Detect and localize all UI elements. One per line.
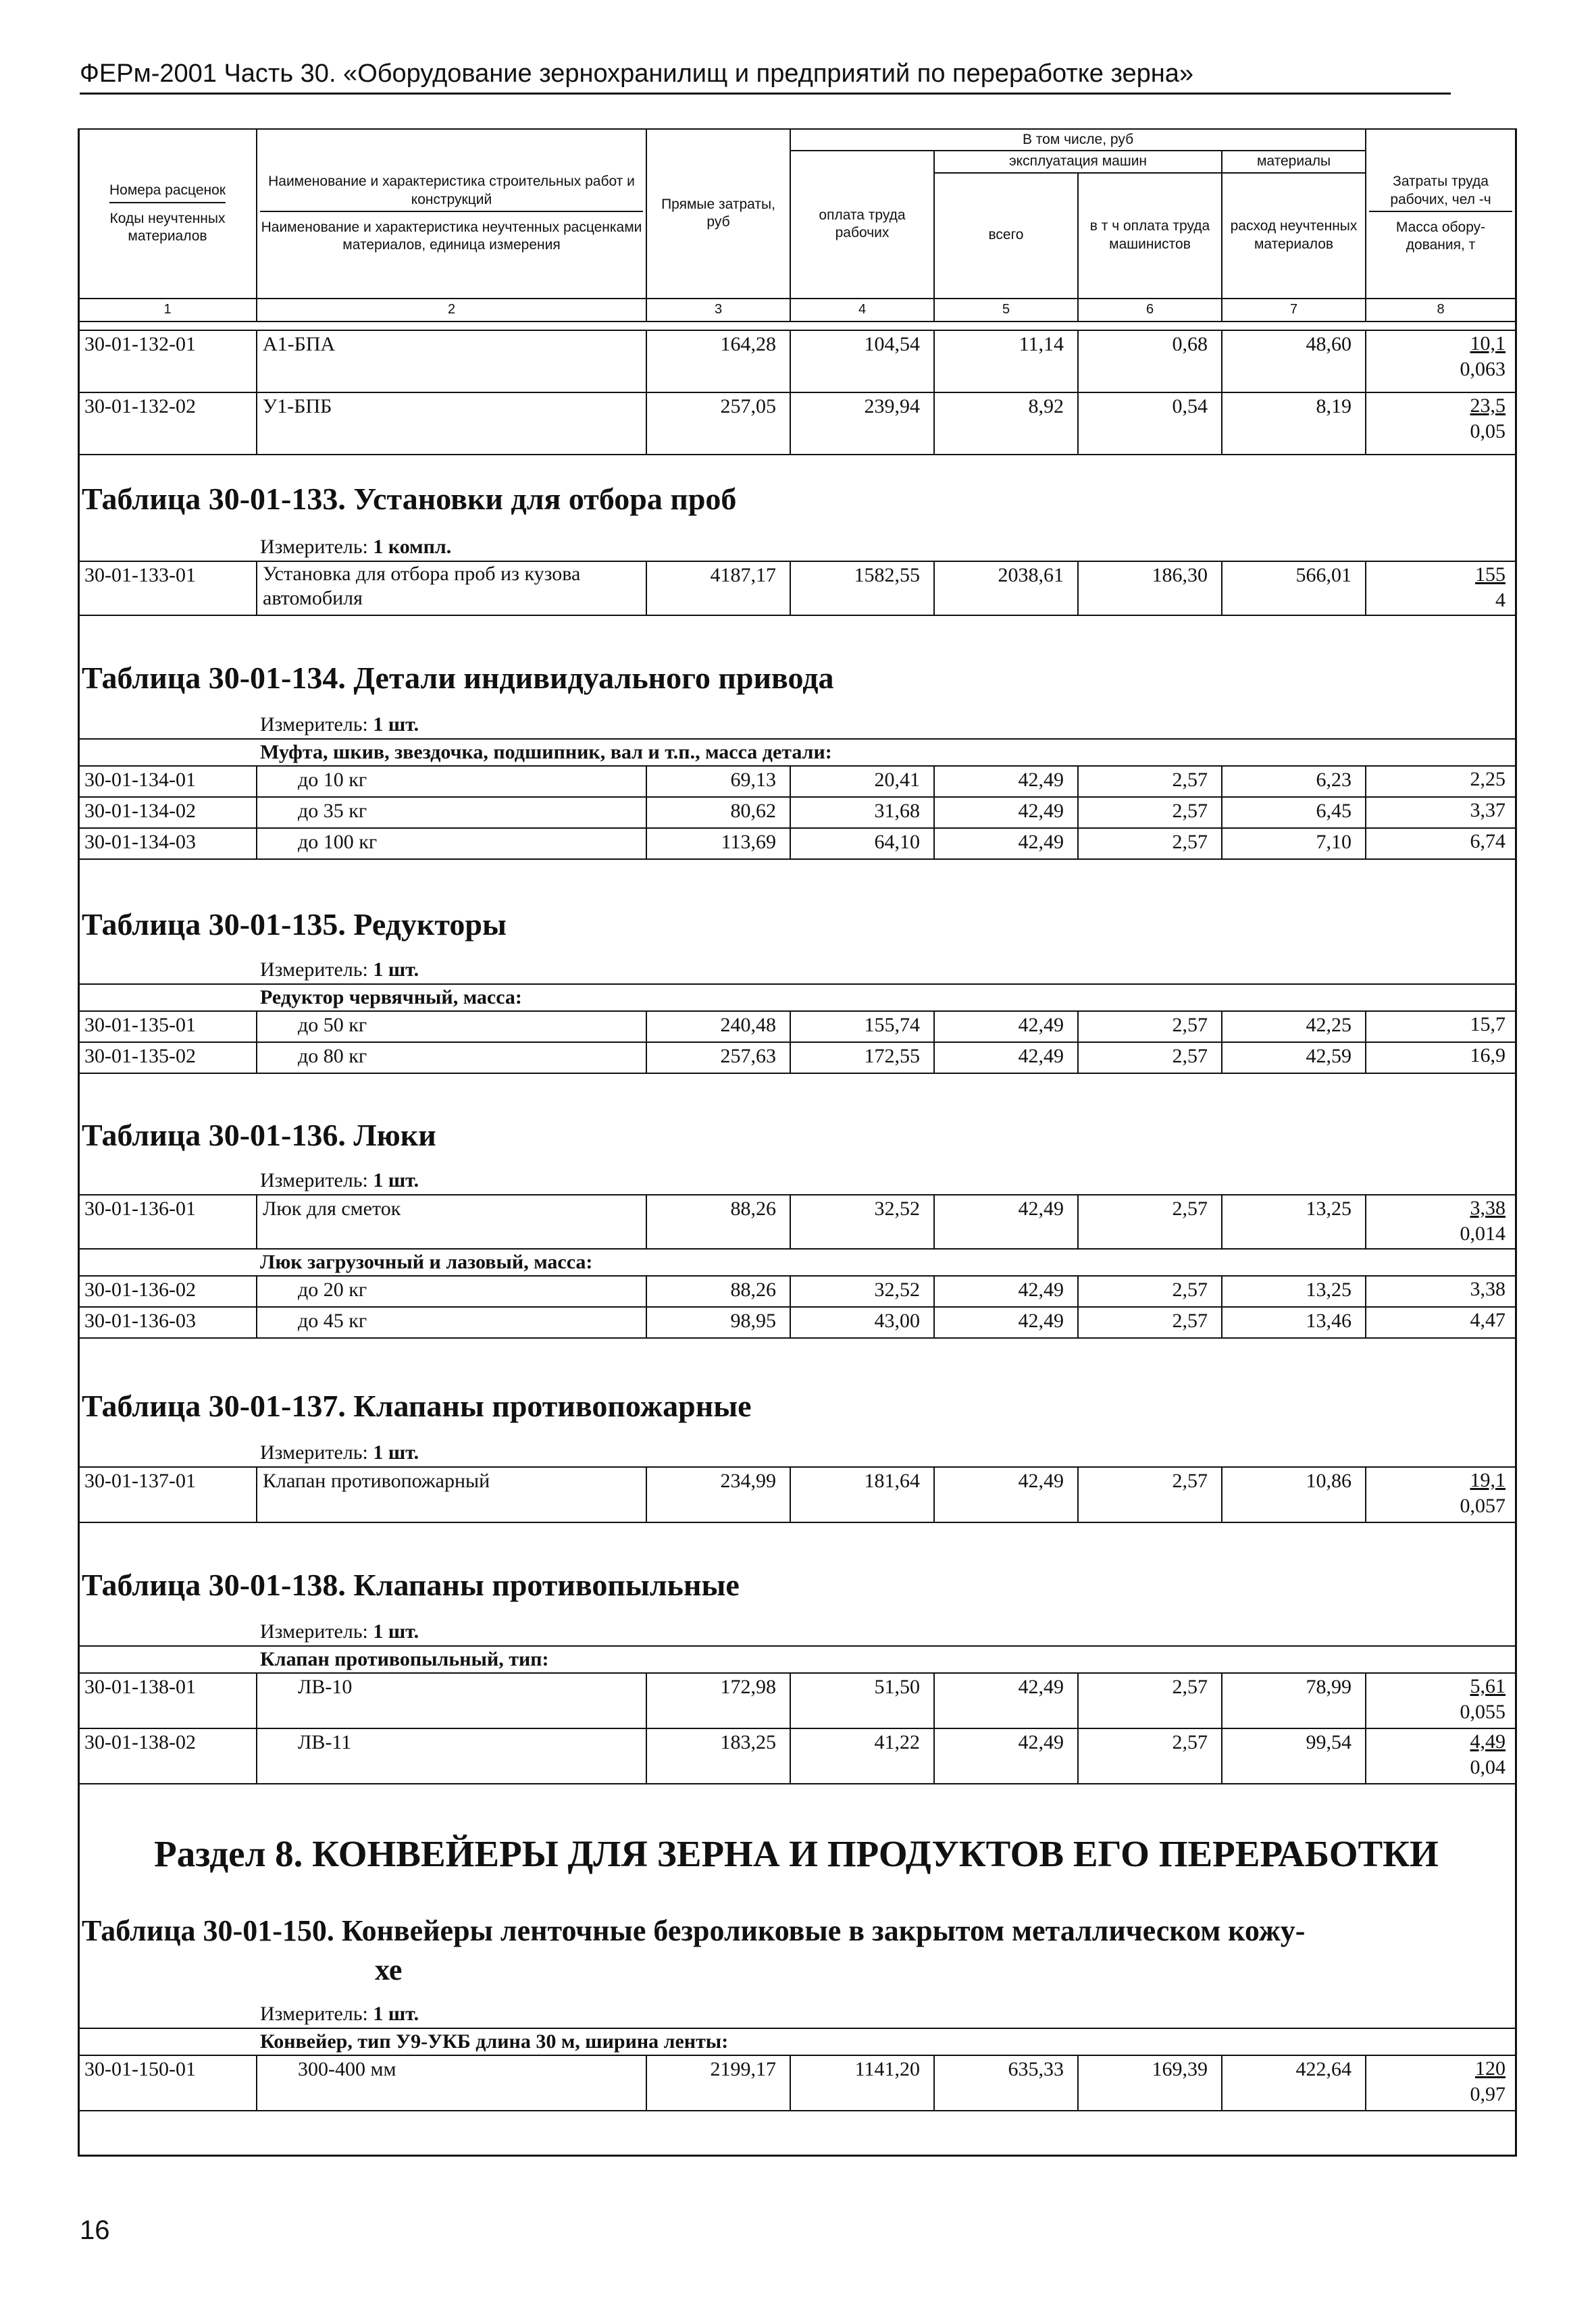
- table-title: Таблица 30-01-138. Клапаны противопыльные: [82, 1568, 740, 1602]
- column-number: 3: [646, 299, 790, 322]
- labor-hours: 6,74: [1366, 828, 1516, 859]
- labor-mass-cell: [1366, 330, 1516, 392]
- unit-value: 1 шт.: [373, 2003, 419, 2025]
- unit-value: 1 шт.: [373, 713, 419, 736]
- wages: 1582,55: [790, 561, 934, 615]
- table-137: [78, 1387, 1515, 1523]
- operator-wages: 2,57: [1078, 1011, 1222, 1042]
- row-name: У1-БПБ: [257, 392, 646, 455]
- labor-hours: 3,37: [1366, 797, 1516, 828]
- labor-mass-cell: [1366, 1195, 1516, 1249]
- labor-hours: 2,25: [1366, 766, 1516, 797]
- operator-wages: 2,57: [1078, 797, 1222, 828]
- row-code: 30-01-133-01: [78, 561, 257, 615]
- row-name: до 35 кг: [257, 797, 646, 828]
- wages: 32,52: [790, 1276, 934, 1307]
- column-number: 7: [1222, 299, 1366, 322]
- machines-total: 8,92: [934, 392, 1078, 455]
- wages: 181,64: [790, 1467, 934, 1522]
- wages: 43,00: [790, 1307, 934, 1338]
- direct-cost: 2199,17: [646, 2055, 790, 2111]
- table-title-continuation: хе: [375, 1953, 403, 1986]
- row-code: 30-01-138-02: [78, 1728, 257, 1784]
- wages: 41,22: [790, 1728, 934, 1784]
- table-title: Таблица 30-01-133. Установки для отбора проб: [82, 482, 737, 516]
- machines-total: 42,49: [934, 1673, 1078, 1728]
- row-name: А1-БПА: [257, 330, 646, 392]
- operator-wages: 169,39: [1078, 2055, 1222, 2111]
- labor-hours: 3,38: [1366, 1276, 1516, 1307]
- table-row: [78, 797, 1516, 828]
- labor-mass-cell: [1366, 1673, 1516, 1728]
- unit-line: [78, 711, 1515, 738]
- operator-wages: 2,57: [1078, 1673, 1222, 1728]
- row-code: 30-01-134-03: [78, 828, 257, 859]
- machines-total: 635,33: [934, 2055, 1078, 2111]
- machines-total: 42,49: [934, 1042, 1078, 1073]
- table-133: [78, 480, 1515, 616]
- wages: 239,94: [790, 392, 934, 455]
- row-code: 30-01-136-03: [78, 1307, 257, 1338]
- operator-wages: 2,57: [1078, 1042, 1222, 1073]
- unit-label: Измеритель:: [260, 1169, 368, 1191]
- machines-total: 11,14: [934, 330, 1078, 392]
- materials: 42,59: [1222, 1042, 1366, 1073]
- materials: 13,25: [1222, 1195, 1366, 1249]
- group-subheading: Муфта, шкив, звездочка, подшипник, вал и т.п., масса детали:: [78, 738, 1515, 765]
- equipment-mass: 0,063: [1460, 358, 1505, 380]
- header-names-cell: [257, 129, 646, 299]
- materials: 99,54: [1222, 1728, 1366, 1784]
- header-codes-cell: [78, 129, 257, 299]
- direct-cost: 88,26: [646, 1195, 790, 1249]
- row-code: 30-01-132-02: [78, 392, 257, 455]
- header-direct-costs: Прямые затраты, руб: [646, 129, 790, 299]
- operator-wages: 186,30: [1078, 561, 1222, 615]
- table-title: Таблица 30-01-135. Редукторы: [82, 907, 507, 942]
- labor-hours: 16,9: [1366, 1042, 1516, 1073]
- machines-total: 42,49: [934, 1276, 1078, 1307]
- materials: 13,25: [1222, 1276, 1366, 1307]
- row-name: 300-400 мм: [257, 2055, 646, 2111]
- direct-cost: 98,95: [646, 1307, 790, 1338]
- machines-total: 2038,61: [934, 561, 1078, 615]
- direct-cost: 164,28: [646, 330, 790, 392]
- materials: 7,10: [1222, 828, 1366, 859]
- equipment-mass: 0,014: [1460, 1223, 1505, 1245]
- wages: 172,55: [790, 1042, 934, 1073]
- direct-cost: 172,98: [646, 1673, 790, 1728]
- unit-label: Измеритель:: [260, 713, 368, 736]
- direct-cost: 257,63: [646, 1042, 790, 1073]
- wages: 20,41: [790, 766, 934, 797]
- materials: 8,19: [1222, 392, 1366, 455]
- column-number: 1: [78, 299, 257, 322]
- table-138: [78, 1566, 1515, 1784]
- header-total: всего: [934, 173, 1078, 299]
- table-row: [78, 1728, 1516, 1784]
- header-labor-cell: [1366, 129, 1516, 299]
- table-row: [78, 828, 1516, 859]
- operator-wages: 2,57: [1078, 1195, 1222, 1249]
- direct-cost: 113,69: [646, 828, 790, 859]
- materials: 422,64: [1222, 2055, 1366, 2111]
- equipment-mass: 0,97: [1470, 2083, 1505, 2105]
- header-col1-bottom: Коды неучтенных материалов: [109, 210, 226, 244]
- row-name: Установка для отбора проб из кузова автомобиля: [257, 561, 646, 615]
- operator-wages: 0,54: [1078, 392, 1222, 455]
- materials: 10,86: [1222, 1467, 1366, 1522]
- running-head: ФЕРм-2001 Часть 30. «Оборудование зернохранилищ и предприятий по переработке зерна»: [80, 59, 1451, 95]
- materials: 48,60: [1222, 330, 1366, 392]
- materials: 6,23: [1222, 766, 1366, 797]
- row-name: ЛВ-10: [257, 1673, 646, 1728]
- header-machines: эксплуатация машин: [934, 151, 1222, 172]
- operator-wages: 2,57: [1078, 1307, 1222, 1338]
- row-name: ЛВ-11: [257, 1728, 646, 1784]
- column-number: 8: [1366, 299, 1516, 322]
- operator-wages: 2,57: [1078, 1467, 1222, 1522]
- wages: 64,10: [790, 828, 934, 859]
- row-name: до 100 кг: [257, 828, 646, 859]
- header-wages: оплата труда рабочих: [790, 151, 934, 298]
- table-row: [78, 330, 1516, 392]
- row-code: 30-01-150-01: [78, 2055, 257, 2111]
- table-132-rows: [78, 330, 1515, 455]
- unit-line: [78, 956, 1515, 983]
- labor-hours: 4,49: [1470, 1730, 1505, 1753]
- table-row: [78, 1276, 1516, 1307]
- row-code: 30-01-134-01: [78, 766, 257, 797]
- row-name: Люк для сметок: [257, 1195, 646, 1249]
- unit-line: [78, 534, 1515, 561]
- equipment-mass: 0,055: [1460, 1701, 1505, 1723]
- header-material-use: расход неучтенных материалов: [1222, 173, 1366, 299]
- column-number: 2: [257, 299, 646, 322]
- header-col2-bottom: Наименование и характеристика неучтенных расценками материалов, единица измерения: [261, 219, 642, 253]
- unit-label: Измеритель:: [260, 2003, 368, 2025]
- header-col8-top: Затраты труда рабочих, чел -ч: [1369, 173, 1512, 212]
- section-8: [78, 1824, 1515, 1884]
- labor-hours: 5,61: [1470, 1675, 1505, 1697]
- unit-label: Измеритель:: [260, 1620, 368, 1643]
- table-135: [78, 905, 1515, 1074]
- operator-wages: 2,57: [1078, 828, 1222, 859]
- table-row: [78, 1673, 1516, 1728]
- table-title: Таблица 30-01-150. Конвейеры ленточные безроликовые в закрытом металлическом кожу-: [82, 1914, 1306, 1947]
- header-col2-top: Наименование и характеристика строительных работ и конструкций: [260, 173, 643, 212]
- row-code: 30-01-136-02: [78, 1276, 257, 1307]
- table-row: [78, 1042, 1516, 1073]
- row-code: 30-01-132-01: [78, 330, 257, 392]
- unit-label: Измеритель:: [260, 958, 368, 981]
- group-subheading: Редуктор червячный, масса:: [78, 983, 1515, 1010]
- unit-label: Измеритель:: [260, 536, 368, 558]
- labor-hours: 15,7: [1366, 1011, 1516, 1042]
- direct-cost: 234,99: [646, 1467, 790, 1522]
- direct-cost: 88,26: [646, 1276, 790, 1307]
- labor-mass-cell: [1366, 1728, 1516, 1784]
- unit-label: Измеритель:: [260, 1441, 368, 1464]
- unit-line: [78, 2001, 1515, 2028]
- unit-line: [78, 1167, 1515, 1194]
- row-code: 30-01-134-02: [78, 797, 257, 828]
- table-row: [78, 766, 1516, 797]
- column-number: 6: [1078, 299, 1222, 322]
- labor-hours: 3,38: [1470, 1197, 1505, 1219]
- row-name: до 45 кг: [257, 1307, 646, 1338]
- labor-hours: 4,47: [1366, 1307, 1516, 1338]
- table-row: [78, 1467, 1516, 1522]
- materials: 6,45: [1222, 797, 1366, 828]
- direct-cost: 240,48: [646, 1011, 790, 1042]
- table-row: [78, 1011, 1516, 1042]
- column-header-table: [78, 128, 1516, 322]
- header-col1-top: Номера расценок: [109, 182, 226, 203]
- machines-total: 42,49: [934, 1011, 1078, 1042]
- unit-value: 1 компл.: [373, 536, 452, 558]
- unit-line: [78, 1439, 1515, 1466]
- wages: 31,68: [790, 797, 934, 828]
- table-title: Таблица 30-01-136. Люки: [82, 1118, 436, 1152]
- machines-total: 42,49: [934, 828, 1078, 859]
- direct-cost: 183,25: [646, 1728, 790, 1784]
- labor-mass-cell: [1366, 561, 1516, 615]
- unit-value: 1 шт.: [373, 1169, 419, 1191]
- header-materials: материалы: [1222, 151, 1366, 172]
- group-subheading: Люк загрузочный и лазовый, масса:: [260, 1251, 593, 1273]
- wages: 155,74: [790, 1011, 934, 1042]
- row-code: 30-01-137-01: [78, 1467, 257, 1522]
- row-code: 30-01-136-01: [78, 1195, 257, 1249]
- operator-wages: 0,68: [1078, 330, 1222, 392]
- labor-mass-cell: [1366, 392, 1516, 455]
- unit-value: 1 шт.: [373, 1441, 419, 1464]
- section-title: Раздел 8. КОНВЕЙЕРЫ ДЛЯ ЗЕРНА И ПРОДУКТОВ ЕГО ПЕРЕРАБОТКИ: [154, 1833, 1439, 1874]
- table-row: [78, 1195, 1516, 1249]
- table-title: Таблица 30-01-134. Детали индивидуального привода: [82, 661, 834, 695]
- equipment-mass: 0,057: [1460, 1495, 1505, 1517]
- machines-total: 42,49: [934, 766, 1078, 797]
- materials: 13,46: [1222, 1307, 1366, 1338]
- header-operator-wages: в т ч оплата труда машинистов: [1078, 173, 1222, 299]
- row-name: до 20 кг: [257, 1276, 646, 1307]
- equipment-mass: 0,05: [1470, 420, 1505, 442]
- labor-hours: 23,5: [1470, 394, 1505, 417]
- row-name: до 80 кг: [257, 1042, 646, 1073]
- direct-cost: 4187,17: [646, 561, 790, 615]
- column-number: 4: [790, 299, 934, 322]
- labor-hours: 10,1: [1470, 332, 1505, 355]
- materials: 42,25: [1222, 1011, 1366, 1042]
- labor-hours: 120: [1475, 2057, 1505, 2080]
- unit-line: [78, 1618, 1515, 1645]
- labor-mass-cell: [1366, 2055, 1516, 2111]
- header-including: В том числе, руб: [790, 129, 1366, 151]
- materials: 78,99: [1222, 1673, 1366, 1728]
- group-subheading: Конвейер, тип У9-УКБ длина 30 м, ширина ленты:: [78, 2028, 1515, 2055]
- table-row: [78, 392, 1516, 455]
- wages: 32,52: [790, 1195, 934, 1249]
- page-number: 16: [80, 2215, 110, 2245]
- direct-cost: 80,62: [646, 797, 790, 828]
- header-col8-bottom: Масса обору-дования, т: [1395, 219, 1486, 253]
- direct-cost: 257,05: [646, 392, 790, 455]
- unit-value: 1 шт.: [373, 958, 419, 981]
- labor-hours: 19,1: [1470, 1469, 1505, 1491]
- group-subheading: Клапан противопыльный, тип:: [78, 1645, 1515, 1672]
- wages: 1141,20: [790, 2055, 934, 2111]
- operator-wages: 2,57: [1078, 1276, 1222, 1307]
- machines-total: 42,49: [934, 797, 1078, 828]
- machines-total: 42,49: [934, 1195, 1078, 1249]
- table-row: [78, 1307, 1516, 1338]
- table-134: [78, 659, 1515, 860]
- machines-total: 42,49: [934, 1467, 1078, 1522]
- wages: 51,50: [790, 1673, 934, 1728]
- row-code: 30-01-138-01: [78, 1673, 257, 1728]
- row-name: до 50 кг: [257, 1011, 646, 1042]
- operator-wages: 2,57: [1078, 1728, 1222, 1784]
- table-150: [78, 1911, 1515, 2111]
- machines-total: 42,49: [934, 1728, 1078, 1784]
- table-row: [78, 2055, 1516, 2111]
- row-name: Клапан противопожарный: [257, 1467, 646, 1522]
- equipment-mass: 0,04: [1470, 1756, 1505, 1778]
- table-title: Таблица 30-01-137. Клапаны противопожарные: [82, 1389, 752, 1423]
- column-number: 5: [934, 299, 1078, 322]
- materials: 566,01: [1222, 561, 1366, 615]
- equipment-mass: 4: [1495, 589, 1505, 611]
- row-code: 30-01-135-01: [78, 1011, 257, 1042]
- direct-cost: 69,13: [646, 766, 790, 797]
- unit-value: 1 шт.: [373, 1620, 419, 1643]
- operator-wages: 2,57: [1078, 766, 1222, 797]
- table-136: [78, 1116, 1515, 1339]
- wages: 104,54: [790, 330, 934, 392]
- table-row: [78, 561, 1516, 615]
- labor-hours: 155: [1475, 563, 1505, 586]
- row-name: до 10 кг: [257, 766, 646, 797]
- labor-mass-cell: [1366, 1467, 1516, 1522]
- machines-total: 42,49: [934, 1307, 1078, 1338]
- row-code: 30-01-135-02: [78, 1042, 257, 1073]
